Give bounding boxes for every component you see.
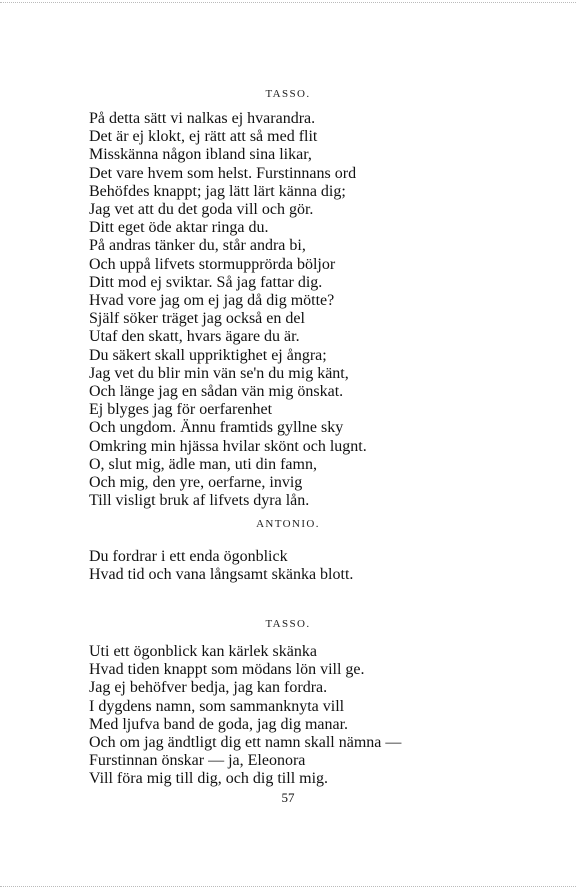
verse-line: Misskänna någon ibland sina likar, — [89, 146, 312, 164]
verse-line: Jag ej behöfver bedja, jag kan fordra. — [89, 679, 328, 697]
verse-line: Och länge jag en sådan vän mig önskat. — [89, 383, 344, 401]
verse-line: Furstinnan önskar — ja, Eleonora — [89, 752, 306, 770]
speaker-heading-antonio: ANTONIO. — [256, 518, 320, 530]
verse-line: På andras tänker du, står andra bi, — [89, 237, 306, 255]
verse-line: I dygdens namn, som sammanknyta vill — [89, 697, 345, 715]
verse-line: Ditt mod ej sviktar. Så jag fattar dig. — [89, 273, 323, 291]
scan-edge-top — [0, 2, 576, 3]
verse-line: Behöfdes knappt; jag lätt lärt känna dig; — [89, 182, 346, 200]
verse-line: Det är ej klokt, ej rätt att så med flit — [89, 128, 318, 146]
verse-line: Du säkert skall uppriktighet ej ångra; — [89, 346, 327, 364]
verse-line: Till visligt bruk af lifvets dyra lån. — [89, 492, 310, 510]
verse-line: Uti ett ögonblick kan kärlek skänka — [89, 643, 317, 660]
verse-block-3 — [89, 643, 469, 789]
verse-line: Omkring min hjässa hvilar skönt och lugnt. — [89, 437, 367, 455]
verse-block-1 — [89, 110, 469, 510]
scan-edge-bottom — [0, 886, 576, 887]
verse-line: Ej blyges jag för oerfarenhet — [89, 401, 273, 419]
verse-line: Och mig, den yre, oerfarne, invig — [89, 474, 303, 492]
verse-line: Vill föra mig till dig, och dig till mig. — [89, 770, 329, 788]
verse-block-2 — [89, 548, 469, 584]
verse-line: Själf söker träget jag också en del — [89, 310, 305, 328]
verse-line: Du fordrar i ett enda ögonblick — [89, 548, 288, 565]
verse-line: Utaf den skatt, hvars ägare du är. — [89, 328, 300, 346]
speaker-heading-tasso-2: TASSO. — [265, 618, 311, 630]
verse-line: Jag vet du blir min vän se'n du mig känt, — [89, 364, 349, 382]
verse-line: O, slut mig, ädle man, uti din famn, — [89, 455, 317, 473]
verse-line: På detta sätt vi nalkas ej hvarandra. — [89, 110, 316, 127]
verse-line: Hvad tid och vana långsamt skänka blott. — [89, 566, 354, 584]
speaker-heading-tasso-1: TASSO. — [265, 88, 311, 100]
verse-line: Ditt eget öde aktar ringa du. — [89, 219, 269, 237]
verse-line: Och ungdom. Ännu framtids gyllne sky — [89, 419, 344, 437]
verse-line: Och uppå lifvets stormupprörda böljor — [89, 255, 336, 273]
verse-line: Hvad vore jag om ej jag då dig mötte? — [89, 292, 335, 310]
page-number: 57 — [281, 790, 295, 805]
verse-line: Jag vet att du det goda vill och gör. — [89, 201, 314, 219]
verse-line: Och om jag ändtligt dig ett namn skall nämna — — [89, 734, 402, 752]
verse-line: Med ljufva band de goda, jag dig manar. — [89, 715, 349, 733]
verse-line: Hvad tiden knappt som mödans lön vill ge. — [89, 661, 365, 679]
verse-line: Det vare hvem som helst. Furstinnans ord — [89, 164, 357, 182]
